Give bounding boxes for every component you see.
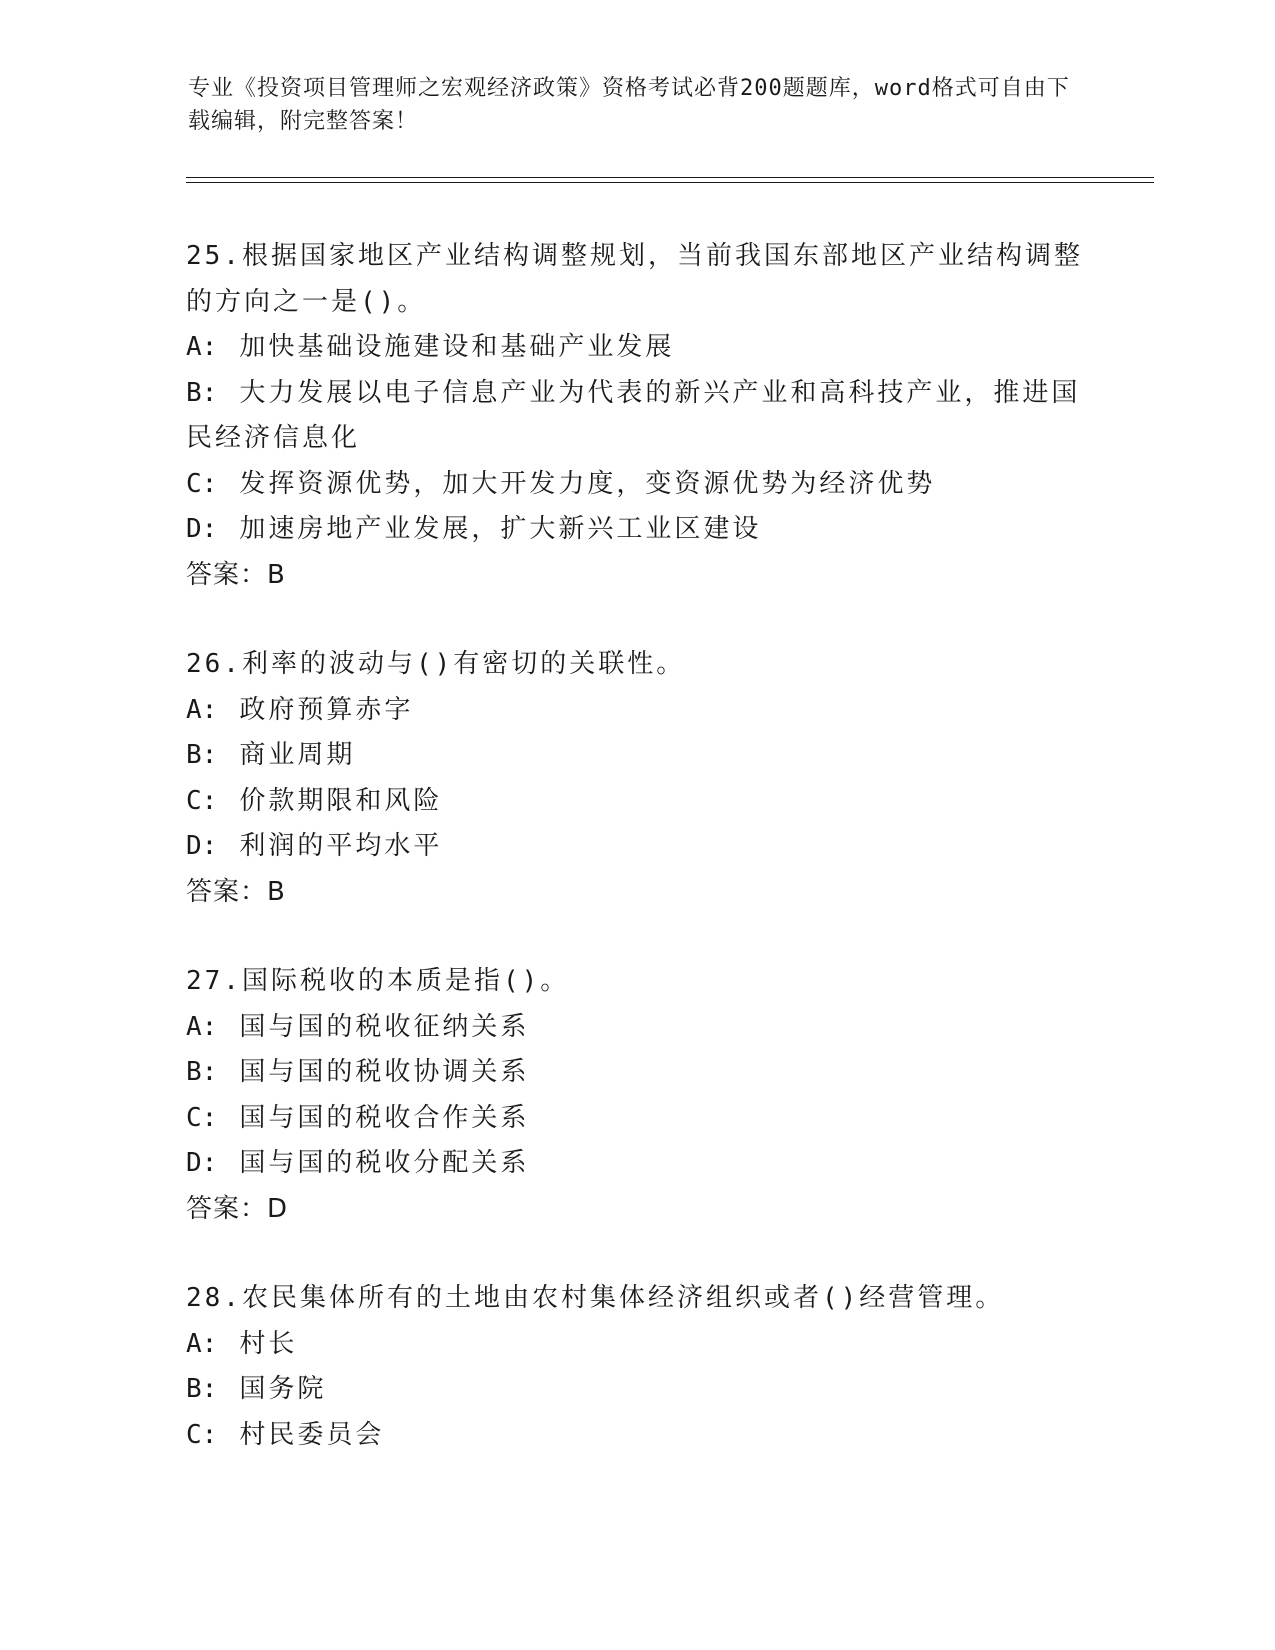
answer-line: 答案：D: [186, 1193, 289, 1224]
answer-line: 答案：B: [186, 876, 286, 907]
option-text: 利润的平均水平: [239, 831, 443, 861]
question-26: [186, 642, 1086, 915]
question-text: [186, 642, 1086, 688]
question-stem: 利率的波动与()有密切的关联性。: [241, 649, 686, 679]
question-number: 26.: [186, 649, 242, 679]
question-number: 25.: [186, 241, 242, 271]
question-27: [186, 959, 1086, 1232]
option-c: [186, 1096, 1086, 1142]
question-stem: 国际税收的本质是指()。: [241, 966, 570, 996]
document-header: 专业《投资项目管理师之宏观经济政策》资格考试必背200题题库，word格式可自由下载编辑，附完整答案！: [188, 76, 1070, 134]
option-text: 国与国的税收征纳关系: [239, 1011, 530, 1042]
option-letter: A:: [186, 332, 218, 362]
option-text: 发挥资源优势，加大开发力度，变资源优势为经济优势: [239, 468, 936, 499]
option-letter: A:: [186, 694, 218, 725]
question-number: 28.: [186, 1283, 242, 1313]
option-letter: A:: [186, 1011, 218, 1042]
question-text: [186, 1276, 1086, 1322]
question-stem: 根据国家地区产业结构调整规划，当前我国东部地区产业结构调整的方向之一是()。: [186, 241, 1083, 317]
header-rule-top: [186, 177, 1154, 178]
option-d: [186, 824, 1086, 870]
option-letter: B:: [186, 377, 218, 408]
option-c: [186, 462, 1086, 508]
option-text: 价款期限和风险: [239, 785, 443, 816]
option-letter: C:: [186, 468, 218, 499]
option-a: [186, 1005, 1086, 1051]
option-text: 商业周期: [239, 740, 356, 770]
option-text: 国务院: [239, 1374, 327, 1404]
option-b: [186, 371, 1086, 462]
answer-line: 答案：B: [186, 559, 286, 590]
option-letter: C:: [186, 1419, 218, 1450]
option-text: 村民委员会: [239, 1419, 385, 1450]
option-a: [186, 1322, 1086, 1368]
option-text: 大力发展以电子信息产业为代表的新兴产业和高科技产业，推进国民经济信息化: [186, 377, 1081, 453]
question-text: [186, 959, 1086, 1005]
question-stem: 农民集体所有的土地由农村集体经济组织或者()经营管理。: [241, 1283, 1005, 1313]
option-letter: D:: [186, 514, 218, 544]
option-letter: D:: [186, 1148, 218, 1178]
option-c: [186, 1413, 1086, 1459]
option-letter: B:: [186, 1057, 218, 1087]
option-b: [186, 733, 1086, 779]
option-letter: B:: [186, 1374, 218, 1404]
option-text: 加快基础设施建设和基础产业发展: [239, 332, 675, 362]
option-letter: C:: [186, 785, 218, 816]
option-text: 加速房地产业发展，扩大新兴工业区建设: [239, 514, 762, 544]
option-d: [186, 1141, 1086, 1187]
option-b: [186, 1367, 1086, 1413]
question-number: 27.: [186, 966, 242, 996]
question-25: [186, 234, 1086, 598]
option-letter: A:: [186, 1328, 218, 1359]
option-letter: C:: [186, 1102, 218, 1133]
header-rule-bottom: [186, 182, 1154, 183]
option-letter: B:: [186, 740, 218, 770]
option-a: [186, 688, 1086, 734]
option-text: 政府预算赤字: [239, 694, 414, 725]
option-b: [186, 1050, 1086, 1096]
question-28: [186, 1276, 1086, 1458]
question-text: [186, 234, 1086, 325]
option-c: [186, 779, 1086, 825]
option-text: 国与国的税收协调关系: [239, 1057, 530, 1087]
option-text: 村长: [239, 1328, 298, 1359]
option-letter: D:: [186, 831, 218, 861]
question-list: [186, 234, 1086, 1502]
option-a: [186, 325, 1086, 371]
option-text: 国与国的税收合作关系: [239, 1102, 530, 1133]
option-d: [186, 507, 1086, 553]
option-text: 国与国的税收分配关系: [239, 1148, 530, 1178]
